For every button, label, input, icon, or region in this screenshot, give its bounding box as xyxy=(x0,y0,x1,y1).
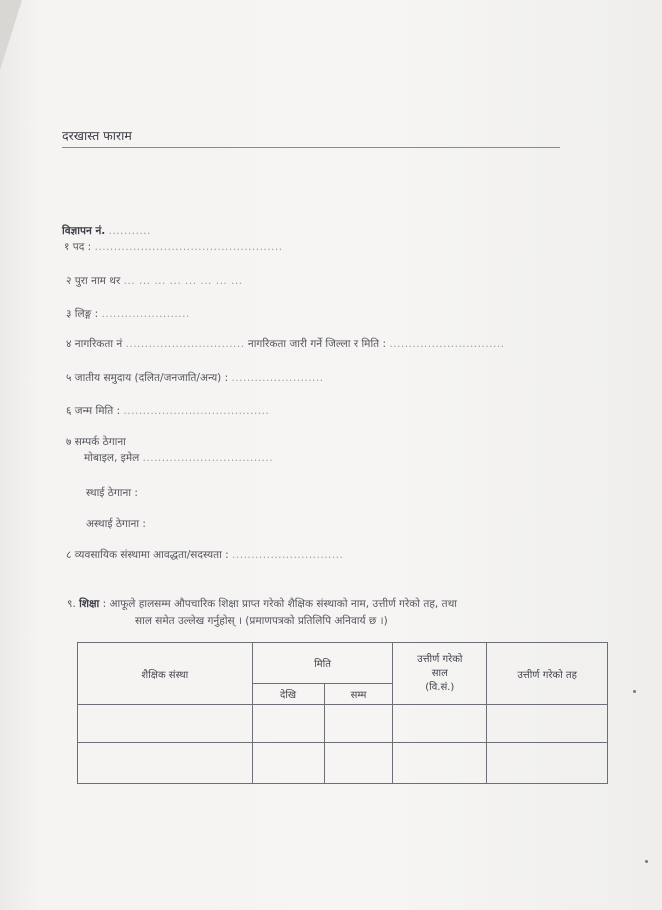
professional-dots: ............................. xyxy=(232,549,344,561)
header-pass-year-line3: (वि.सं.) xyxy=(425,681,455,693)
education-instructions xyxy=(67,596,457,630)
full-name-dots: ... ... ... ... ... ... ... ... xyxy=(123,275,243,287)
cell-from[interactable] xyxy=(252,743,324,784)
field-citizenship xyxy=(66,337,505,351)
cell-institution[interactable] xyxy=(78,743,253,784)
scan-speck xyxy=(645,860,648,863)
citizenship-label: ४ नागरिकता नं xyxy=(66,338,123,350)
field-caste xyxy=(66,371,324,385)
contact-label: ७ सम्पर्क ठेगाना xyxy=(66,436,126,448)
caste-label: ५ जातीय समुदाय (दलित/जनजाति/अन्य) : xyxy=(66,372,229,384)
temporary-address-label: अस्थाई ठेगाना : xyxy=(86,518,146,530)
header-pass-year-line2: साल xyxy=(431,667,448,679)
header-from: देखि xyxy=(252,684,324,705)
cell-to[interactable] xyxy=(324,705,393,743)
gender-dots: ....................... xyxy=(101,308,190,320)
education-text-line1: : आफूले हालसम्म औपचारिक शिक्षा प्राप्त गरेको शैक्षिक संस्थाको नाम, उत्तीर्ण गरेको तह, तथा xyxy=(102,598,458,610)
field-mobile-email xyxy=(84,451,273,465)
field-gender xyxy=(66,307,190,321)
field-dob xyxy=(66,404,269,418)
full-name-label: २ पुरा नाम थर xyxy=(66,275,121,287)
dob-label: ६ जन्म मिति : xyxy=(66,405,121,417)
citizenship-issue-label: नागरिकता जारी गर्ने जिल्ला र मिति : xyxy=(247,338,387,350)
cell-pass-level[interactable] xyxy=(487,743,608,784)
header-date: मिति xyxy=(252,643,393,684)
table-row xyxy=(78,743,608,784)
professional-label: ८ व्यवसायिक संस्थामा आवद्धता/सदस्यता : xyxy=(66,549,229,561)
header-institution: शैक्षिक संस्था xyxy=(78,643,253,705)
field-permanent-address xyxy=(86,486,138,500)
field-contact xyxy=(66,435,126,449)
table-row xyxy=(78,705,608,743)
header-pass-level: उत्तीर्ण गरेको तह xyxy=(487,643,608,705)
education-table xyxy=(77,642,608,784)
advert-no-label: विज्ञापन नं. xyxy=(62,225,106,237)
scan-speck xyxy=(633,690,636,693)
title-underline xyxy=(62,147,560,148)
cell-pass-year[interactable] xyxy=(393,705,487,743)
gender-label: ३ लिङ्ग : xyxy=(66,308,99,320)
cell-institution[interactable] xyxy=(78,705,253,743)
citizenship-issue-dots: .............................. xyxy=(389,338,505,350)
permanent-address-label: स्थाई ठेगाना : xyxy=(86,487,138,499)
table-header-row xyxy=(78,643,608,684)
post-label: १ पद : xyxy=(64,241,92,253)
cell-pass-year[interactable] xyxy=(393,743,487,784)
field-full-name xyxy=(66,274,243,288)
mobile-email-dots: .................................. xyxy=(142,452,274,464)
header-to: सम्म xyxy=(324,684,393,705)
field-professional xyxy=(66,548,343,562)
caste-dots: ........................ xyxy=(231,372,324,384)
education-number: ९. xyxy=(67,598,76,610)
mobile-email-label: मोबाइल, इमेल xyxy=(84,452,140,464)
education-label: शिक्षा xyxy=(79,598,100,610)
citizenship-dots: ............................... xyxy=(125,338,245,350)
header-pass-year-line1: उत्तीर्ण गरेको xyxy=(417,653,463,665)
education-text-line2: साल समेत उल्लेख गर्नुहोस् । (प्रमाणपत्रको प्रतिलिपि अनिवार्य छ ।) xyxy=(135,615,388,627)
cell-from[interactable] xyxy=(252,705,324,743)
folded-corner xyxy=(0,0,22,70)
field-temporary-address xyxy=(86,517,146,531)
post-dots: ................................................. xyxy=(94,241,283,253)
cell-to[interactable] xyxy=(324,743,393,784)
dob-dots: ...................................... xyxy=(123,405,270,417)
field-post xyxy=(64,240,283,254)
cell-pass-level[interactable] xyxy=(487,705,608,743)
advert-no-dots: ........... xyxy=(108,225,151,237)
header-pass-year xyxy=(393,643,487,705)
form-title: दरखास्त फाराम xyxy=(62,128,132,143)
field-advert-no xyxy=(62,224,151,238)
